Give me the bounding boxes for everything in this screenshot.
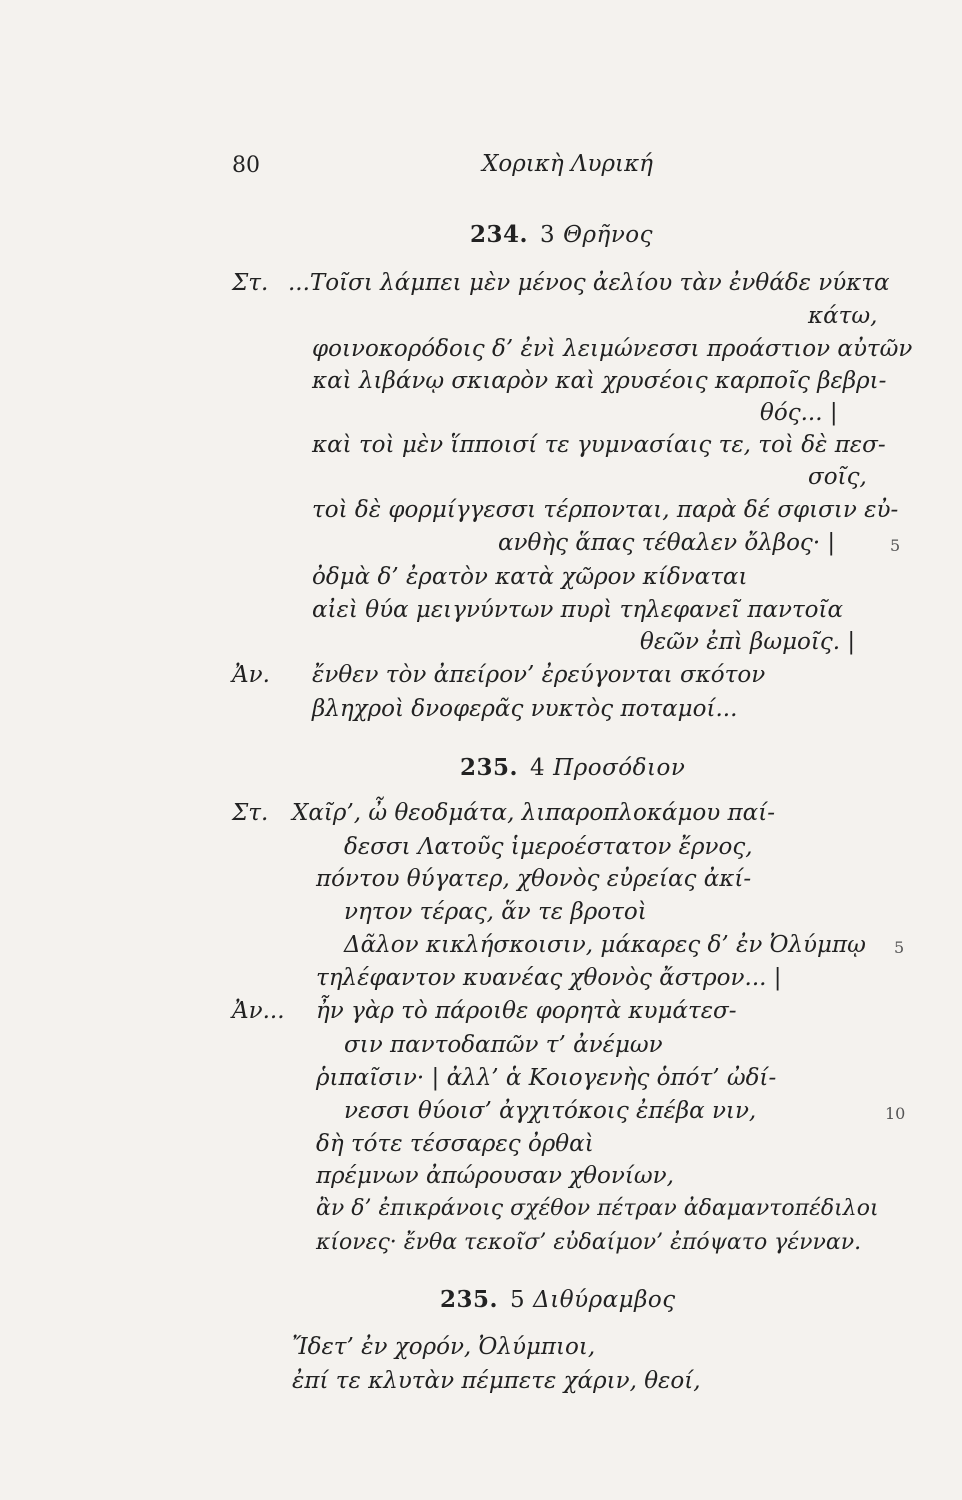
verse-line: ῥιπαῖσιν· | ἀλλ’ ἁ Κοιογενὴς ὁπότ’ ὠδί- — [316, 1065, 777, 1091]
speaker-label: Ἀν... — [232, 998, 285, 1024]
verse-line: βληχροὶ δνοφερᾶς νυκτὸς ποταμοί... — [312, 696, 738, 722]
verse-line: τοὶ δὲ φορμίγγεσσι τέρπονται, παρὰ δέ σφισιν εὐ- — [312, 497, 899, 523]
verse-line: σιν παντοδαπῶν τ’ ἀνέμων — [344, 1032, 663, 1058]
verse-line: νητον τέρας, ἅν τε βροτοὶ — [344, 899, 647, 925]
verse-line: κίονες· ἔνθα τεκοῖσ’ εὐδαίμον’ ἐπόψατο γένναν. — [316, 1230, 862, 1255]
speaker-label: Στ. — [232, 800, 269, 826]
verse-line: δὴ τότε τέσσαρες ὀρθαὶ — [316, 1131, 594, 1157]
verse-line: ὀδμὰ δ’ ἐρατὸν κατὰ χῶρον κίδναται — [312, 564, 748, 590]
verse-line: δεσσι Λατοῦς ἱμεροέστατον ἔρνος, — [344, 834, 753, 860]
speaker-label: Ἀν. — [232, 662, 270, 688]
verse-line: καὶ τοὶ μὲν ἵπποισί τε γυμνασίαις τε, τοὶ δὲ πεσ- — [312, 432, 886, 458]
line-number: 10 — [885, 1104, 906, 1123]
verse-line: Ἴδετ’ ἐν χορόν, Ὀλύμπιοι, — [292, 1334, 596, 1360]
line-number: 5 — [890, 536, 901, 555]
verse-line: Δᾶλον κικλήσκοισιν, μάκαρες δ’ ἐν Ὀλύμπῳ — [344, 932, 866, 958]
verse-line: Χαῖρ’, ὦ θεοδμάτα, λιπαροπλοκάμου παί- — [292, 800, 775, 826]
speaker-label: Στ. — [232, 270, 269, 296]
verse-line: ...Τοῖσι λάμπει μὲν μένος ἀελίου τὰν ἐνθάδε νύκτα — [288, 270, 890, 296]
verse-line: αἰεὶ θύα μειγνύντων πυρὶ τηλεφανεῖ παντοῖα — [312, 597, 844, 623]
verse-line: ἂν δ’ ἐπικράνοις σχέθον πέτραν ἀδαμαντοπέδιλοι — [316, 1196, 879, 1221]
verse-line: κάτω, — [808, 303, 878, 329]
verse-line: πόντου θύγατερ, χθονὸς εὐρείας ἀκί- — [316, 866, 752, 892]
verse-line: θεῶν ἐπὶ βωμοῖς. | — [640, 629, 856, 655]
verse-line: νεσσι θύοισ’ ἀγχιτόκοις ἐπέβα νιν, — [344, 1098, 757, 1124]
poem-heading: 234. 3 Θρῆνος — [470, 221, 654, 248]
poem-heading: 235. 4 Προσόδιον — [460, 754, 686, 781]
verse-line: τηλέφαντον κυανέας χθονὸς ἄστρον... | — [316, 965, 782, 991]
verse-line: θός... | — [760, 400, 838, 426]
running-title: Χορικὴ Λυρική — [482, 151, 653, 177]
verse-line: ἐπί τε κλυτὰν πέμπετε χάριν, θεοί, — [292, 1368, 701, 1394]
verse-line: ανθὴς ἅπας τέθαλεν ὄλβος· | — [498, 530, 836, 556]
line-number: 5 — [894, 938, 905, 957]
verse-line: ἦν γὰρ τὸ πάροιθε φορητὰ κυμάτεσ- — [316, 998, 737, 1024]
verse-line: ἔνθεν τὸν ἀπείρον’ ἐρεύγονται σκότον — [312, 662, 766, 688]
verse-line: καὶ λιβάνῳ σκιαρὸν καὶ χρυσέοις καρποῖς βεβρι- — [312, 368, 887, 394]
verse-line: φοινοκορόδοις δ’ ἐνὶ λειμώνεσσι προάστιον αὐτῶν — [312, 336, 913, 362]
verse-line: σοῖς, — [808, 464, 867, 490]
poem-heading: 235. 5 Διθύραμβος — [440, 1286, 676, 1313]
verse-line: πρέμνων ἀπώρουσαν χθονίων, — [316, 1163, 674, 1189]
page-number: 80 — [232, 153, 260, 178]
